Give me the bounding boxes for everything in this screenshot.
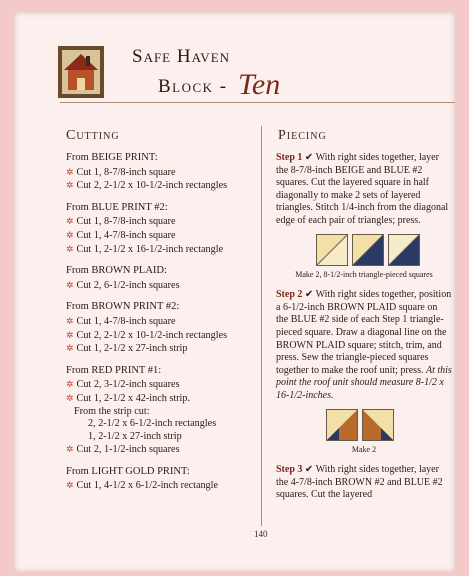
step1-caption: Make 2, 8-1/2-inch triangle-pieced squares (295, 269, 433, 279)
section-title: From BROWN PLAID: (66, 265, 167, 277)
bullet-icon: ✲ (66, 392, 74, 403)
title-ten: Ten (238, 68, 281, 101)
cut-item: ✲ Cut 1, 2-1/2 x 42-inch strip. (66, 392, 191, 404)
title-line1: Safe Haven (132, 46, 231, 67)
bullet-icon: ✲ (66, 166, 74, 177)
step1-diagram (316, 234, 452, 266)
step-3 (276, 464, 452, 502)
house-block-logo (58, 46, 104, 98)
bullet-icon: ✲ (66, 343, 74, 354)
step2-diagram (326, 409, 452, 441)
cut-item: ✲ Cut 2, 2-1/2 x 10-1/2-inch rectangles (66, 329, 228, 341)
title-line2: Block - (158, 76, 228, 97)
square-diagram-2 (352, 234, 384, 266)
section-title: From RED PRINT #1: (66, 364, 162, 376)
cutting-list (66, 152, 256, 502)
cut-section (66, 265, 256, 292)
cut-section (66, 301, 256, 355)
cutting-heading: Cutting (66, 128, 120, 143)
section-title: From BEIGE PRINT: (66, 152, 158, 163)
cut-item: ✲ Cut 1, 8-7/8-inch square (66, 216, 176, 228)
step-1 (276, 152, 452, 228)
sub-item: 2, 2-1/2 x 6-1/2-inch rectangles (88, 418, 217, 430)
step-label: Step 1 (276, 152, 303, 163)
bullet-icon: ✲ (66, 243, 74, 254)
header-rule (60, 102, 455, 103)
roof-square-2 (362, 409, 394, 441)
step-2 (276, 289, 452, 402)
roof-square-1 (326, 409, 358, 441)
check-icon: ✔ (304, 152, 314, 163)
cut-item: ✲ Cut 2, 6-1/2-inch squares (66, 279, 180, 291)
bullet-icon: ✲ (66, 329, 74, 340)
column-divider (261, 126, 262, 526)
piecing-heading: Piecing (278, 128, 327, 143)
step-label: Step 2 (276, 289, 303, 301)
cut-section (66, 202, 256, 256)
step2-caption: Make 2 (351, 444, 377, 454)
step-note: At this point the roof unit should measure 8-1/2 x 16-1/2-inches. (276, 364, 452, 401)
cut-item: ✲ Cut 1, 4-7/8-inch square (66, 315, 176, 327)
cut-item: ✲ Cut 1, 4-7/8-inch square (66, 229, 176, 241)
bullet-icon: ✲ (66, 180, 74, 191)
bullet-icon: ✲ (66, 315, 74, 326)
cut-item: ✲ Cut 1, 2-1/2 x 27-inch strip (66, 343, 188, 355)
bullet-icon: ✲ (66, 444, 74, 455)
cut-item: ✲ Cut 1, 4-1/2 x 6-1/2-inch rectangle (66, 480, 219, 492)
square-diagram-3 (388, 234, 420, 266)
step-text: With right sides together, layer the 8-7/8-inch BEIGE and BLUE #2 squares. Cut the layered square in half diagonally to make 2 sets of layered triangles. Stitch 1/4-inch from the diagonal edge of each pair of triangles; press. (276, 152, 449, 226)
square-diagram-1 (316, 234, 348, 266)
bullet-icon: ✲ (66, 480, 74, 491)
cut-section (66, 152, 256, 193)
cut-item: ✲ Cut 1, 2-1/2 x 16-1/2-inch rectangle (66, 243, 224, 255)
bullet-icon: ✲ (66, 279, 74, 290)
sub-heading: From the strip cut: (74, 405, 150, 417)
section-title: From BROWN PRINT #2: (66, 301, 180, 313)
cut-section (66, 466, 256, 493)
section-title: From LIGHT GOLD PRINT: (66, 465, 190, 477)
cut-item: ✲ Cut 2, 2-1/2 x 10-1/2-inch rectangles (66, 180, 228, 192)
bullet-icon: ✲ (66, 229, 74, 240)
step-label: Step 3 (276, 464, 303, 476)
cut-item: ✲ Cut 2, 3-1/2-inch squares (66, 379, 180, 391)
piecing-steps (276, 152, 452, 502)
sub-item: 1, 2-1/2 x 27-inch strip (88, 430, 182, 442)
step-text: With right sides together, layer the 4-7/8-inch BROWN #2 and BLUE #2 squares. Cut the layered (276, 464, 443, 501)
cut-item: ✲ Cut 2, 1-1/2-inch squares (66, 444, 180, 456)
check-icon: ✔ (304, 464, 314, 476)
step-text: With right sides together, position a 6-1/2-inch BROWN PLAID square on the BLUE #2 side of each Step 1 triangle-pieced square. Draw a diagonal line on the BROWN PLAID square; stitch, trim, and press. Sew the triangle-pieced squares together to make the roof unit; press. (276, 289, 452, 376)
page-number: 140 (254, 529, 268, 539)
bullet-icon: ✲ (66, 216, 74, 227)
cut-section (66, 365, 256, 457)
bullet-icon: ✲ (66, 379, 74, 390)
check-icon: ✔ (304, 289, 314, 301)
section-title: From BLUE PRINT #2: (66, 201, 168, 213)
cut-item: ✲ Cut 1, 8-7/8-inch square (66, 166, 176, 178)
